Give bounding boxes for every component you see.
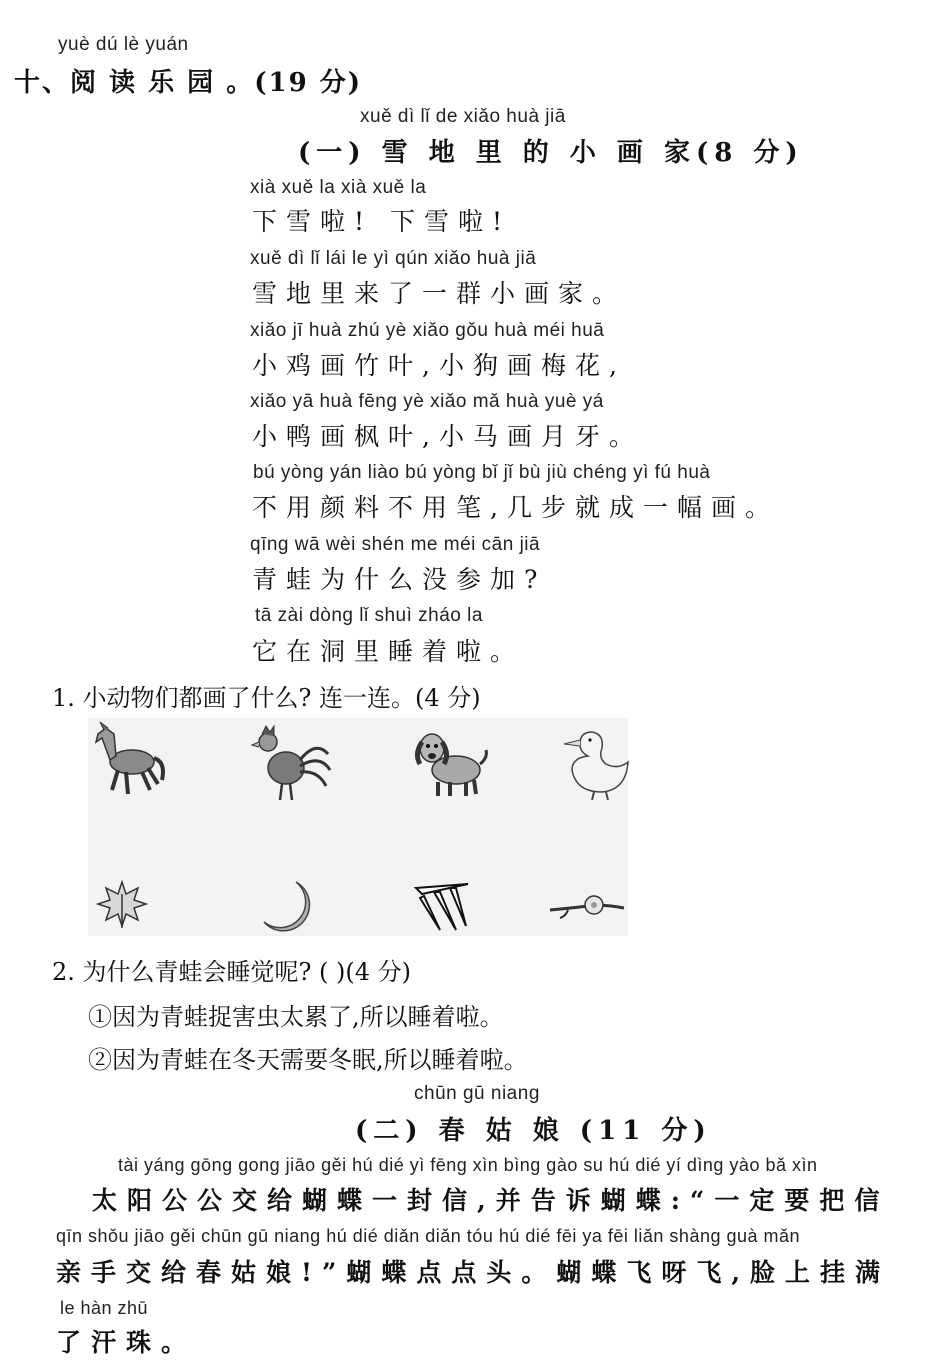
- prose-line: 了汗珠。: [56, 1328, 197, 1357]
- horse-icon[interactable]: [88, 720, 170, 802]
- maple-leaf-icon[interactable]: [96, 878, 148, 930]
- plum-blossom-icon[interactable]: [548, 888, 628, 928]
- prose-line: 太阳公公交给蝴蝶一封信,并告诉蝴蝶:“一定要把信: [92, 1186, 890, 1215]
- poem-line-pinyin: bú yòng yán liào bú yòng bǐ jǐ bù jiù chéng yì fú huà: [253, 462, 711, 483]
- passage1-title: (一) 雪 地 里 的 小 画 家(8 分): [298, 138, 804, 168]
- prose-line-pinyin: qīn shǒu jiāo gěi chūn gū niang hú dié diǎn diǎn tóu hú dié fēi ya fēi liǎn shàng guà mǎn: [56, 1226, 801, 1246]
- poem-line: 雪地里来了一群小画家。: [252, 279, 627, 308]
- passage1-title-pinyin: xuě dì lǐ de xiǎo huà jiā: [360, 106, 566, 127]
- poem-line-pinyin: xiǎo yā huà fēng yè xiǎo mǎ huà yuè yá: [250, 391, 604, 412]
- question-2: 2. 为什么青蛙会睡觉呢? ( )(4 分): [52, 958, 412, 986]
- poem-line-pinyin: qīng wā wèi shén me méi cān jiā: [250, 534, 541, 555]
- poem-line: 小鸭画枫叶,小马画月牙。: [252, 422, 643, 451]
- poem-line-pinyin: xiǎo jī huà zhú yè xiǎo gǒu huà méi huā: [250, 320, 605, 341]
- dog-icon[interactable]: [410, 724, 490, 804]
- prose-line-pinyin: tài yáng gōng gong jiāo gěi hú dié yì fēng xìn bìng gào su hú dié yí dìng yào bǎ xìn: [118, 1155, 818, 1175]
- matching-picture-area: [88, 718, 628, 936]
- passage2-title-pinyin: chūn gū niang: [414, 1083, 540, 1104]
- crescent-moon-icon[interactable]: [258, 878, 316, 936]
- option-1[interactable]: ①因为青蛙捉害虫太累了,所以睡着啦。: [88, 1003, 504, 1031]
- duck-icon[interactable]: [558, 720, 634, 802]
- poem-line: 青蛙为什么没参加?: [252, 565, 547, 594]
- bamboo-leaf-icon[interactable]: [410, 878, 474, 936]
- poem-line-pinyin: xià xuě la xià xuě la: [250, 177, 427, 198]
- poem-line: 不用颜料不用笔,几步就成一幅画。: [252, 493, 779, 522]
- poem-line-pinyin: tā zài dòng lǐ shuì zháo la: [255, 605, 483, 626]
- section-pinyin: yuè dú lè yuán: [58, 34, 189, 55]
- prose-line-pinyin: le hàn zhū: [60, 1298, 149, 1318]
- poem-line: 小鸡画竹叶,小狗画梅花,: [252, 351, 626, 380]
- poem-line-pinyin: xuě dì lǐ lái le yì qún xiǎo huà jiā: [250, 248, 537, 269]
- question-1: 1. 小动物们都画了什么? 连一连。(4 分): [52, 684, 481, 712]
- poem-line: 它在洞里睡着啦。: [252, 637, 525, 666]
- option-2[interactable]: ②因为青蛙在冬天需要冬眠,所以睡着啦。: [88, 1046, 528, 1074]
- section-title: 十、阅 读 乐 园 。(19 分): [14, 68, 363, 98]
- passage2-title: (二) 春 姑 娘 (11 分): [355, 1116, 712, 1146]
- rooster-icon[interactable]: [246, 720, 332, 806]
- prose-line: 亲手交给春姑娘!”蝴蝶点点头。蝴蝶飞呀飞,脸上挂满: [56, 1258, 891, 1287]
- poem-line: 下雪啦! 下雪啦!: [252, 207, 512, 236]
